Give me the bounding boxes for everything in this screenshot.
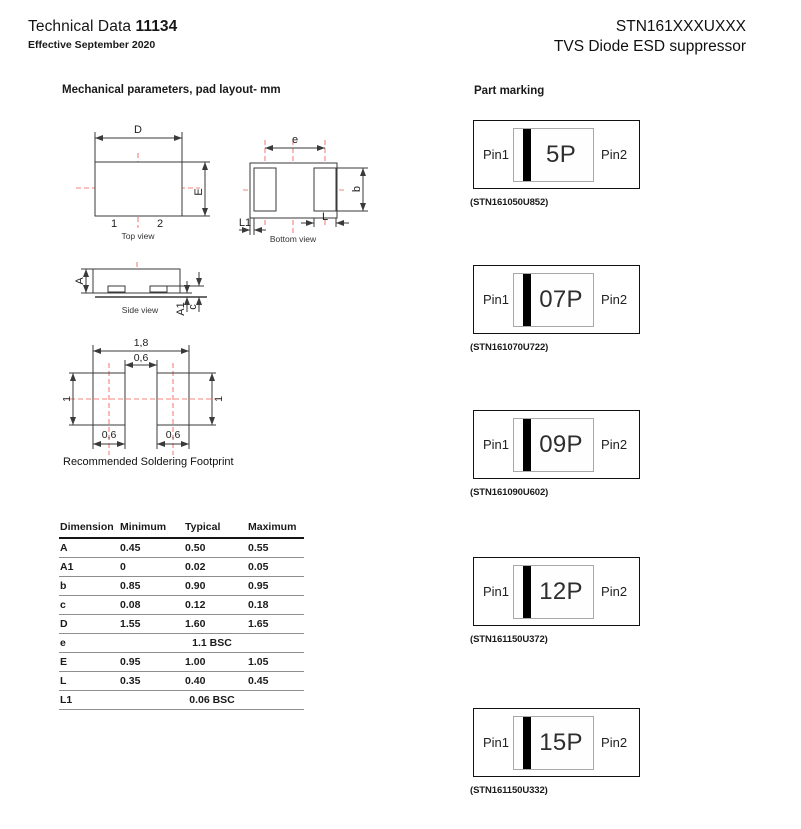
part-marking-card (470, 120, 643, 208)
col-maximum: Maximum (247, 521, 304, 538)
dim-label-c: c (187, 304, 199, 310)
chip-outline (513, 418, 594, 472)
pin2-label: Pin2 (601, 735, 628, 750)
footprint-gap-label: 0,6 (133, 352, 149, 364)
top-view-caption: Top view (121, 231, 155, 241)
pin2-label: Pin2 (601, 147, 628, 162)
table-row: E 0.95 1.00 1.05 (59, 653, 304, 672)
marking-code: 12P (539, 577, 583, 605)
mechanical-section-title: Mechanical parameters, pad layout- mm (62, 84, 281, 96)
polarity-bar (523, 419, 531, 471)
polarity-bar (523, 129, 531, 181)
part-family: STN161XXXUXXX (615, 18, 746, 35)
pin1-label: Pin1 (483, 584, 510, 599)
table-header-row (59, 521, 304, 538)
polarity-bar (523, 566, 531, 618)
dim-label-E: E (193, 188, 205, 196)
pin1-label: Pin1 (483, 292, 510, 307)
part-marking-diagram (473, 708, 640, 777)
part-marking-diagram (473, 120, 640, 189)
table-row: D 1.55 1.60 1.65 (59, 615, 304, 634)
footprint-centerlines (70, 363, 215, 455)
part-marking-diagram (473, 265, 640, 334)
pin2-label: Pin2 (601, 437, 628, 452)
footprint-pad-width-right-label: 0,6 (165, 429, 181, 441)
part-number: (STN161150U332) (470, 785, 548, 796)
dim-label-A1: A1 (175, 302, 187, 316)
table-row: c 0.08 0.12 0.18 (59, 596, 304, 615)
part-number: (STN161150U372) (470, 634, 548, 645)
bottom-view-drawing (235, 126, 380, 248)
footprint-caption: Recommended Soldering Footprint (63, 456, 234, 468)
footprint-height-right-label: 1 (213, 396, 225, 402)
marking-code: 5P (546, 140, 577, 168)
part-number: (STN161090U602) (470, 487, 549, 498)
table-row: A1 0 0.02 0.05 (59, 558, 304, 577)
document-title (28, 18, 177, 36)
col-typical: Typical (184, 521, 247, 538)
chip-outline (513, 565, 594, 619)
header-right (554, 17, 746, 57)
part-marking-section-title: Part marking (474, 85, 545, 97)
footprint-total-width-label: 1,8 (133, 337, 149, 349)
effective-date: Effective September 2020 (28, 39, 156, 51)
marking-code: 09P (539, 430, 583, 458)
dim-label-A: A (74, 277, 86, 285)
bottom-view-caption: Bottom view (269, 234, 317, 244)
col-dimension: Dimension (59, 521, 119, 538)
marking-code: 07P (539, 285, 583, 313)
header-left (28, 18, 177, 51)
doc-type-label: Technical Data (28, 18, 136, 35)
polarity-bar (523, 274, 531, 326)
side-view-drawing (58, 252, 223, 324)
chip-outline (513, 273, 594, 327)
dim-label-b: b (351, 185, 363, 193)
pin1-label: Pin1 (483, 735, 510, 750)
side-view-caption: Side view (121, 305, 159, 315)
pin2-number: 2 (156, 218, 164, 230)
top-view-drawing (70, 116, 215, 244)
package-body-top (95, 162, 182, 216)
chip-outline (513, 128, 594, 182)
dimension-E (182, 162, 210, 216)
footprint-pad-width-left-label: 0,6 (101, 429, 117, 441)
dimension-e (265, 134, 325, 148)
part-number: (STN161050U852) (470, 197, 549, 208)
part-marking-diagram (473, 557, 640, 626)
pin1-label: Pin1 (483, 147, 510, 162)
pin1-label: Pin1 (483, 437, 510, 452)
pin2-label: Pin2 (601, 584, 628, 599)
part-number: (STN161070U722) (470, 342, 549, 353)
dim-label-D: D (134, 124, 142, 136)
dim-label-L: L (321, 211, 329, 223)
footprint-height-left-label: 1 (61, 396, 73, 402)
table-row: b 0.85 0.90 0.95 (59, 577, 304, 596)
part-marking-card (470, 557, 643, 645)
dim-label-L1: L1 (238, 217, 252, 229)
product-name: TVS Diode ESD suppressor (553, 38, 746, 55)
footprint-drawing (58, 334, 230, 464)
table-row: L 0.35 0.40 0.45 (59, 672, 304, 691)
dim-label-e: e (291, 134, 299, 146)
dimension-gap (125, 352, 157, 373)
col-minimum: Minimum (119, 521, 184, 538)
part-marking-card (470, 410, 643, 498)
part-marking-diagram (473, 410, 640, 479)
table-row: L1 0.06 BSC (59, 691, 304, 710)
dimension-A (74, 269, 93, 293)
doc-number: 11134 (135, 18, 178, 35)
dimension-L1 (239, 217, 266, 235)
part-marking-card (470, 265, 643, 353)
table-row: A 0.45 0.50 0.55 (59, 538, 304, 558)
part-marking-card (470, 708, 643, 796)
package-body-bottom (250, 163, 337, 218)
polarity-bar (523, 717, 531, 769)
pin1-number: 1 (110, 218, 118, 230)
chip-outline (513, 716, 594, 770)
pin2-label: Pin2 (601, 292, 628, 307)
dimension-table (59, 521, 304, 710)
table-row: e 1.1 BSC (59, 634, 304, 653)
marking-code: 15P (539, 728, 583, 756)
